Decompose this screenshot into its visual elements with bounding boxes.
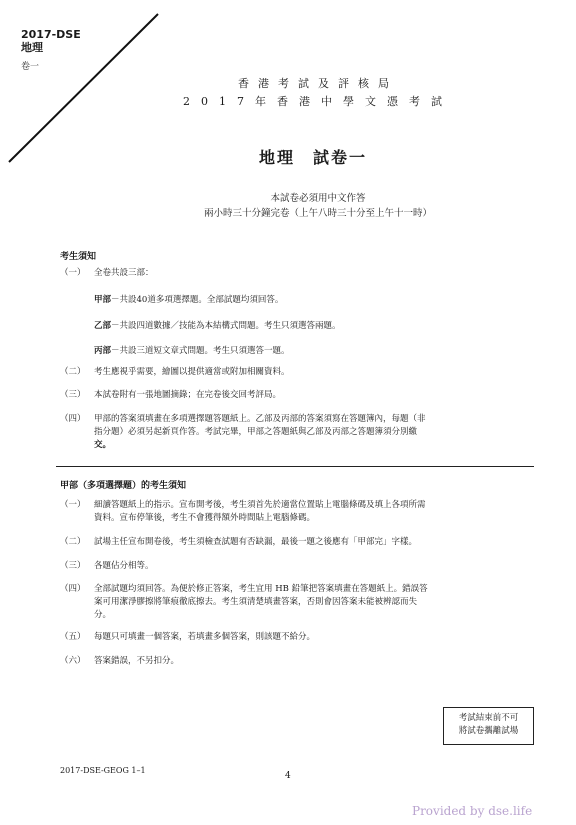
text-line: 分。: [94, 610, 112, 620]
item-number: （一）: [60, 500, 86, 510]
paper-title: 地理 試卷一: [258, 148, 367, 167]
part-a-description: [94, 293, 530, 305]
item-text: 試場主任宣布開卷後，考生須檢查試題有否缺漏，最後一題之後應有「甲部完」字樣。: [94, 537, 418, 547]
notice-box: [443, 707, 534, 745]
language-note: 本試卷必須用中文作答: [270, 193, 366, 204]
item-text: [94, 583, 530, 622]
part-name: 丙部: [94, 346, 112, 356]
text-line: 甲部的答案須填畫在多項選擇題答題紙上。乙部及丙部的答案須寫在答題簿內，每題（非: [94, 414, 426, 424]
item-number: （二）: [60, 537, 86, 547]
text-line: 細讀答題紙上的指示。宣布開考後，考生須首先於適當位置貼上電腦條碼及填上各項所需: [94, 500, 426, 510]
footer-paper-code: 2017-DSE-GEOG 1–1: [60, 766, 146, 775]
text-line: 案可用潔淨膠擦將筆痕徹底擦去。考生須清楚填畫答案，否則會因答案未能被辨認而失: [94, 597, 418, 607]
exam-code: 2017-DSE: [21, 28, 81, 41]
item-text: 每題只可填畫一個答案，若填畫多個答案，則該題不給分。: [94, 632, 316, 642]
item-number: （五）: [60, 632, 86, 642]
part-desc: －共設40道多項選擇題。全部試題均須回答。: [111, 295, 284, 305]
item-text: 本試卷附有一張地圖摘錄；在完卷後交回考評局。: [94, 390, 282, 400]
item-text: [94, 499, 530, 525]
part-desc: －共設四道數據／技能為本結構式問題。考生只須選答兩題。: [111, 321, 341, 331]
parts-intro: 全卷共設三部：: [94, 268, 154, 278]
part-name: 乙部: [94, 321, 112, 331]
text-line: 資料。宣布停筆後，考生不會獲得額外時間貼上電腦條碼。: [94, 513, 316, 523]
section-divider: [56, 466, 534, 467]
part-c-description: [94, 344, 530, 356]
item-text: 各題佔分相等。: [94, 561, 154, 571]
item-number: （四）: [60, 584, 86, 594]
item-number: （三）: [60, 561, 86, 571]
part-b-description: [94, 319, 530, 331]
item-number: （二）: [60, 367, 86, 377]
part-desc: －共設三道短文章式問題。考生只須選答一題。: [111, 346, 290, 356]
source-credit: Provided by dse.life: [412, 804, 533, 818]
notice-line: 將試卷攜離試場: [458, 726, 519, 736]
text-line: 全部試題均須回答。為便於修正答案，考生宜用 HB 鉛筆把答案填畫在答題紙上。錯誤答: [94, 584, 428, 594]
item-text: 考生應視乎需要，繪圖以提供適當或附加相關資料。: [94, 367, 290, 377]
item-number: （一）: [60, 268, 86, 278]
item-text: [94, 413, 530, 452]
item-number: （三）: [60, 390, 86, 400]
notice-line: 考試結束前不可: [458, 713, 519, 723]
item-number: （六）: [60, 656, 86, 666]
instructions-heading: 考生須知: [60, 252, 97, 262]
paper-number: 卷一: [21, 62, 40, 72]
subject-name: 地理: [21, 41, 43, 54]
time-note: 兩小時三十分鐘完卷（上午八時三十分至上午十一時）: [203, 208, 432, 219]
item-text: 答案錯誤，不另扣分。: [94, 656, 180, 666]
text-line: 交。: [94, 440, 112, 450]
section-a-heading: 甲部（多項選擇題）的考生須知: [60, 481, 187, 491]
item-text: [94, 267, 530, 280]
part-name: 甲部: [94, 295, 112, 305]
page-number: 4: [285, 771, 291, 781]
item-number: （四）: [60, 414, 86, 424]
exam-name: 2017年香港中學文憑考試: [183, 95, 453, 108]
exam-authority: 香港考試及評核局: [238, 77, 398, 90]
instruction-item: [0, 413, 576, 453]
text-line: 指分題）必須另起新頁作答。考試完畢，甲部之答題紙與乙部及丙部之答題簿須分別繳: [94, 427, 418, 437]
